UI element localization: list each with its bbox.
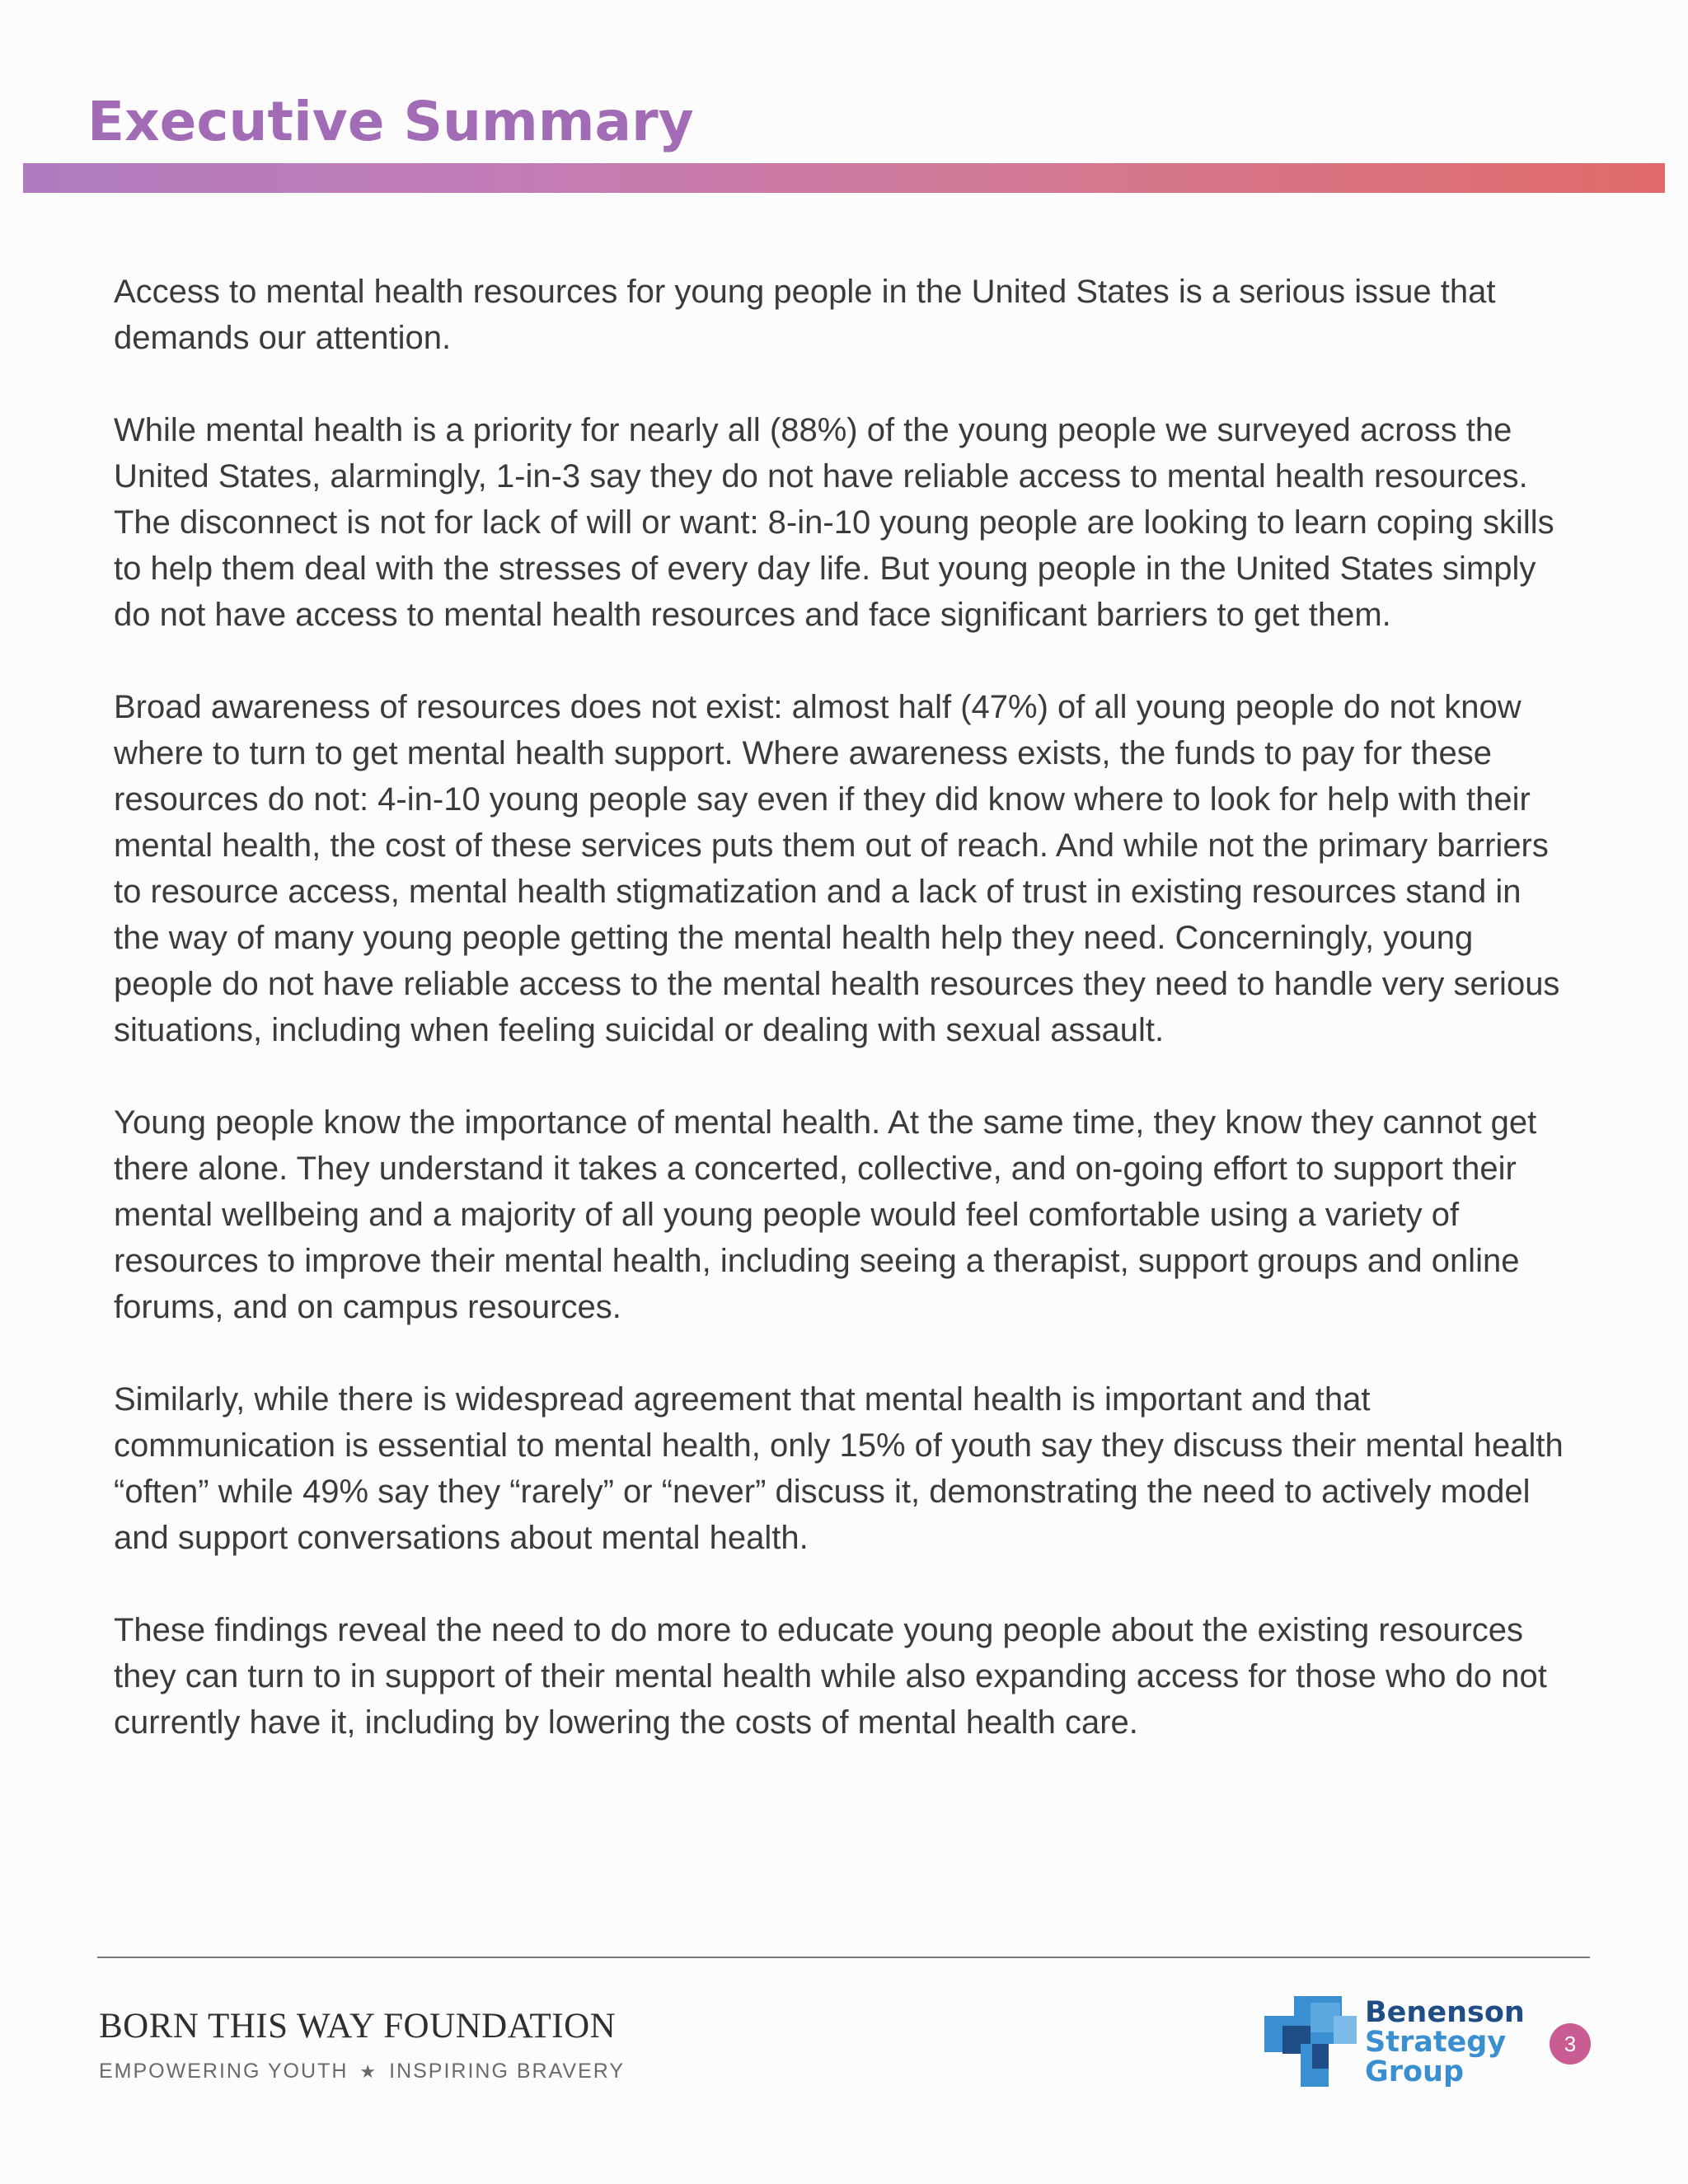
paragraph-5: Similarly, while there is widespread agreement that mental health is important and that communication is essential to mental health, only 15% of youth say they discuss their mental health “often” while 49% say they “rarely” or “never” discuss it, demonstrating the need to actively model and support conversations about mental health. xyxy=(114,1381,1564,1556)
title-gradient-bar xyxy=(23,163,1665,193)
paragraph-3: Broad awareness of resources does not exist: almost half (47%) of all young people do not know where to turn to get mental health support. Where awareness exists, the funds to pay for these resources do not: 4-in-10 young people say even if they did know where to look for help with their mental health, the cost of these services puts them out of reach. And while not the primary barriers to resource access, mental health stigmatization and a lack of trust in existing resources stand in the way of many young people getting the mental health help they need. Concerningly, young people do not have reliable access to the mental health resources they need to handle very serious situations, including when feeling suicidal or dealing with sexual assault. xyxy=(114,689,1560,1048)
foundation-logo-text: BORN THIS WAY FOUNDATION xyxy=(99,2007,617,2046)
body-text xyxy=(114,269,1573,1792)
paragraph-6: These findings reveal the need to do more to educate young people about the existing resources they can turn to in support of their mental health while also expanding access for those who do not currently have it, including by lowering the costs of mental health care. xyxy=(114,1612,1547,1741)
tagline-right: INSPIRING BRAVERY xyxy=(389,2060,626,2083)
tagline-left: EMPOWERING YOUTH xyxy=(99,2060,349,2083)
partner-name-line1: Benenson xyxy=(1365,1996,1525,2029)
foundation-tagline xyxy=(99,2059,625,2084)
paragraph-1: Access to mental health resources for young people in the United States is a serious issue that demands our attention. xyxy=(114,274,1496,356)
paragraph-2: While mental health is a priority for nearly all (88%) of the young people we surveyed across the United States, alarmingly, 1-in-3 say they do not have reliable access to mental health resources. The disconnect is not for lack of will or want: 8-in-10 young people are looking to learn coping skills to help them deal with the stresses of every day life. But young people in the United States simply do not have access to mental health resources and face significant barriers to get them. xyxy=(114,412,1554,633)
partner-name-line3: Group xyxy=(1365,2055,1465,2088)
benenson-logo-text xyxy=(1365,1998,1525,2087)
footer-divider xyxy=(97,1957,1590,1958)
benenson-logo-icon xyxy=(1264,1996,1357,2088)
star-icon: ★ xyxy=(359,2061,378,2082)
partner-name-line2: Strategy xyxy=(1365,2026,1507,2059)
page-title: Executive Summary xyxy=(87,90,694,153)
page-number-badge: 3 xyxy=(1550,2023,1591,2064)
paragraph-4: Young people know the importance of mental health. At the same time, they know they cannot get there alone. They understand it takes a concerted, collective, and on-going effort to support their mental wellbeing and a majority of all young people would feel comfortable using a variety of resources to improve their mental health, including seeing a therapist, support groups and online forums, and on campus resources. xyxy=(114,1104,1537,1325)
